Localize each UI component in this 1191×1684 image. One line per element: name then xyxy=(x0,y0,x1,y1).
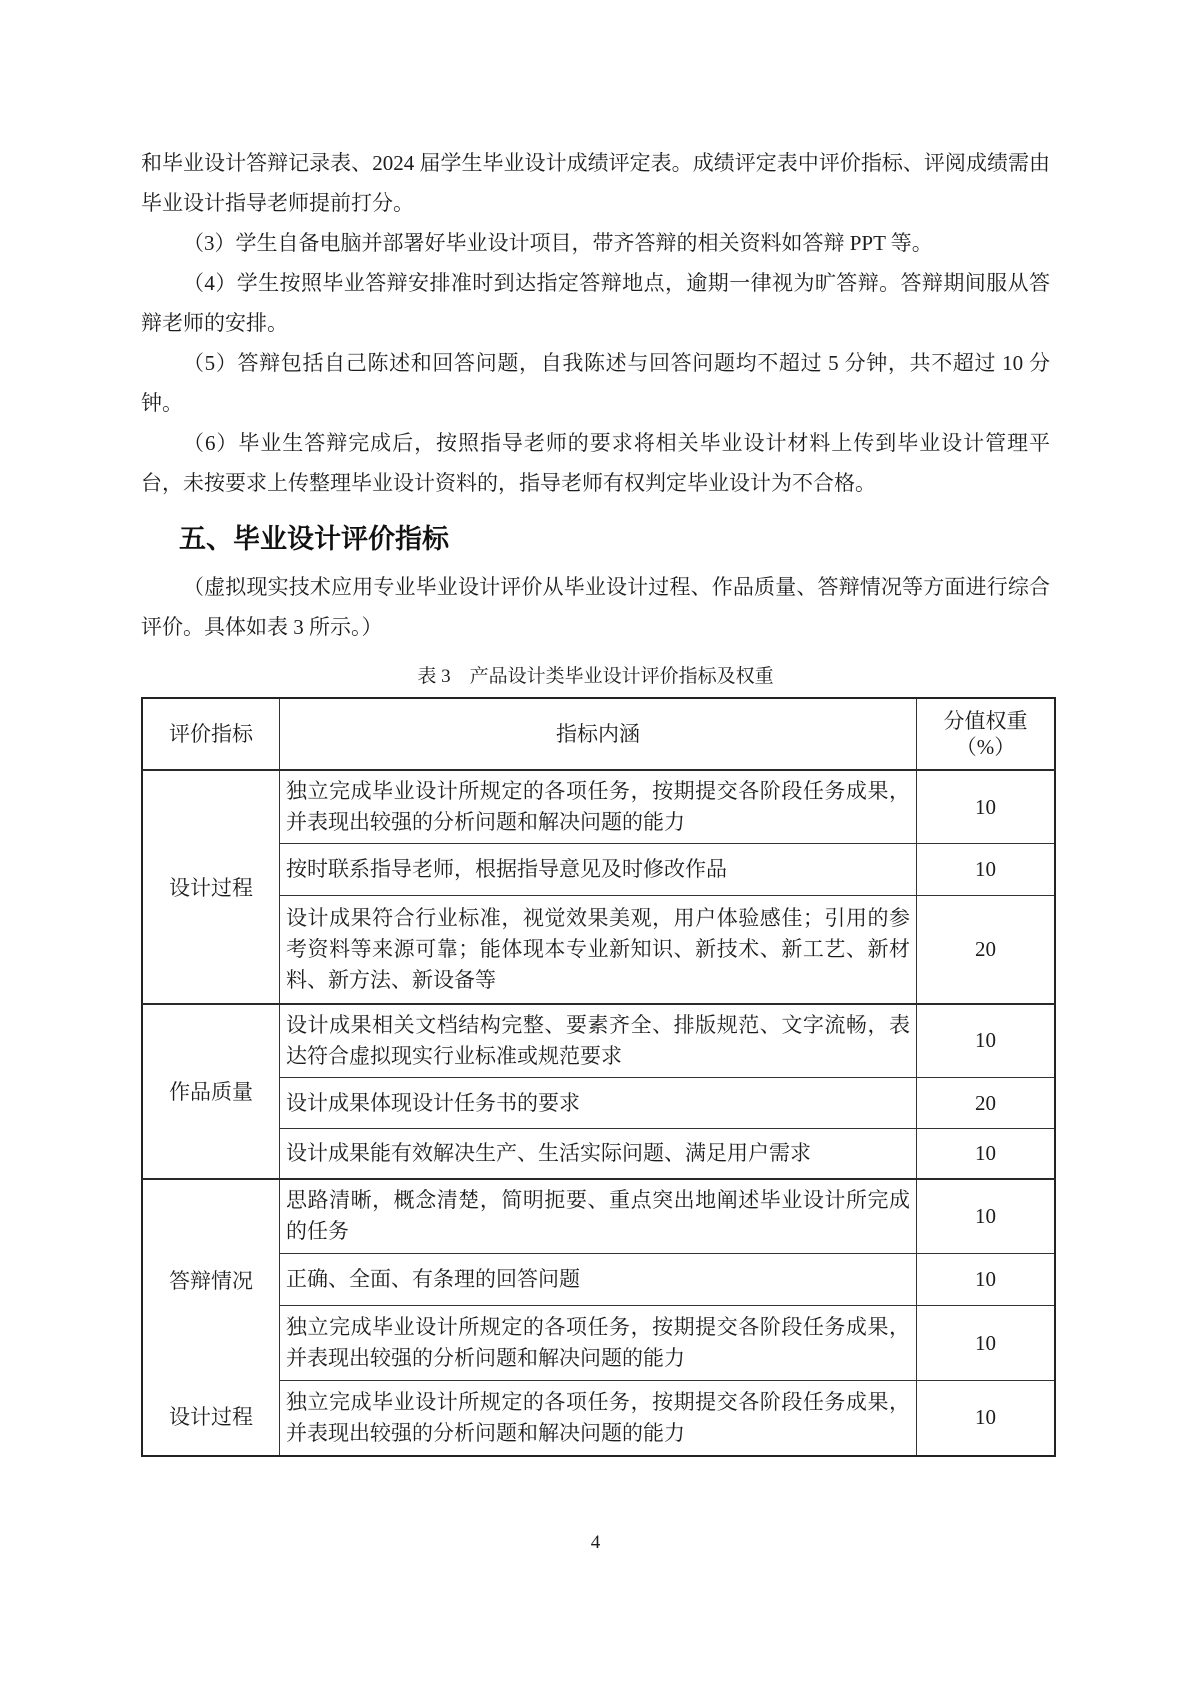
page-number: 4 xyxy=(590,1531,601,1553)
weight-cell: 10 xyxy=(917,1254,1056,1306)
weight-cell: 10 xyxy=(917,1306,1056,1381)
header-weight-line2: （%） xyxy=(955,735,1016,759)
group-label-defense: 答辩情况 xyxy=(169,1268,253,1293)
table-row xyxy=(142,1004,1055,1078)
weight-cell: 10 xyxy=(917,1004,1056,1078)
table-row xyxy=(142,1078,1055,1129)
paragraph-item-5: （5）答辩包括自己陈述和回答问题，自我陈述与回答问题均不超过 5 分钟，共不超过 10 分钟。 xyxy=(141,351,1050,415)
table-row xyxy=(142,1129,1055,1179)
criteria-cell: 设计成果符合行业标准，视觉效果美观，用户体验感佳；引用的参考资料等来源可靠；能体现本专业新知识、新技术、新工艺、新材料、新方法、新设备等 xyxy=(280,896,917,1004)
criteria-cell: 按时联系指导老师，根据指导意见及时修改作品 xyxy=(280,844,917,896)
weight-cell: 10 xyxy=(917,1179,1056,1254)
criteria-cell: 独立完成毕业设计所规定的各项任务，按期提交各阶段任务成果，并表现出较强的分析问题和解决问题的能力 xyxy=(280,1306,917,1381)
table-header-row xyxy=(142,698,1055,770)
table-row xyxy=(142,896,1055,1004)
group-label-work-quality: 作品质量 xyxy=(142,1004,280,1179)
header-cell-indicator: 评价指标 xyxy=(142,698,280,770)
criteria-cell: 设计成果能有效解决生产、生活实际问题、满足用户需求 xyxy=(280,1129,917,1179)
group-label-design-process: 设计过程 xyxy=(142,770,280,1004)
weight-cell: 10 xyxy=(917,1381,1056,1456)
criteria-cell: 独立完成毕业设计所规定的各项任务，按期提交各阶段任务成果，并表现出较强的分析问题和解决问题的能力 xyxy=(280,770,917,844)
paragraph-evaluation-note: （虚拟现实技术应用专业毕业设计评价从毕业设计过程、作品质量、答辩情况等方面进行综合评价。具体如表 3 所示。） xyxy=(141,575,1050,639)
table-row xyxy=(142,844,1055,896)
criteria-cell: 设计成果相关文档结构完整、要素齐全、排版规范、文字流畅，表达符合虚拟现实行业标准或规范要求 xyxy=(280,1004,917,1078)
criteria-cell: 正确、全面、有条理的回答问题 xyxy=(280,1254,917,1306)
paragraph-item-4: （4）学生按照毕业答辩安排准时到达指定答辩地点，逾期一律视为旷答辩。答辩期间服从答辩老师的安排。 xyxy=(141,271,1050,335)
weight-cell: 10 xyxy=(917,770,1056,844)
evaluation-table xyxy=(141,697,1056,1457)
group-label-design-process-2: 设计过程 xyxy=(169,1405,253,1429)
criteria-cell: 思路清晰，概念清楚，简明扼要、重点突出地阐述毕业设计所完成的任务 xyxy=(280,1179,917,1254)
weight-cell: 20 xyxy=(917,1078,1056,1129)
weight-cell: 10 xyxy=(917,844,1056,896)
header-cell-content: 指标内涵 xyxy=(280,698,917,770)
header-weight-line1: 分值权重 xyxy=(943,709,1028,733)
criteria-cell: 独立完成毕业设计所规定的各项任务，按期提交各阶段任务成果，并表现出较强的分析问题和解决问题的能力 xyxy=(280,1381,917,1456)
table-caption: 表 3 产品设计类毕业设计评价指标及权重 xyxy=(417,666,774,687)
paragraph-continuation: 和毕业设计答辩记录表、2024 届学生毕业设计成绩评定表。成绩评定表中评价指标、评阅成绩需由毕业设计指导老师提前打分。 xyxy=(141,151,1050,215)
header-cell-weight xyxy=(917,698,1056,770)
group-label-defense-and-process xyxy=(142,1179,280,1456)
table-row xyxy=(142,770,1055,844)
weight-cell: 10 xyxy=(917,1129,1056,1179)
criteria-cell: 设计成果体现设计任务书的要求 xyxy=(280,1078,917,1129)
section-heading: 五、毕业设计评价指标 xyxy=(179,524,449,554)
weight-cell: 20 xyxy=(917,896,1056,1004)
paragraph-item-6: （6）毕业生答辩完成后，按照指导老师的要求将相关毕业设计材料上传到毕业设计管理平台，未按要求上传整理毕业设计资料的，指导老师有权判定毕业设计为不合格。 xyxy=(141,431,1050,495)
table-row xyxy=(142,1179,1055,1254)
paragraph-item-3: （3）学生自备电脑并部署好毕业设计项目，带齐答辩的相关资料如答辩 PPT 等。 xyxy=(183,231,933,255)
